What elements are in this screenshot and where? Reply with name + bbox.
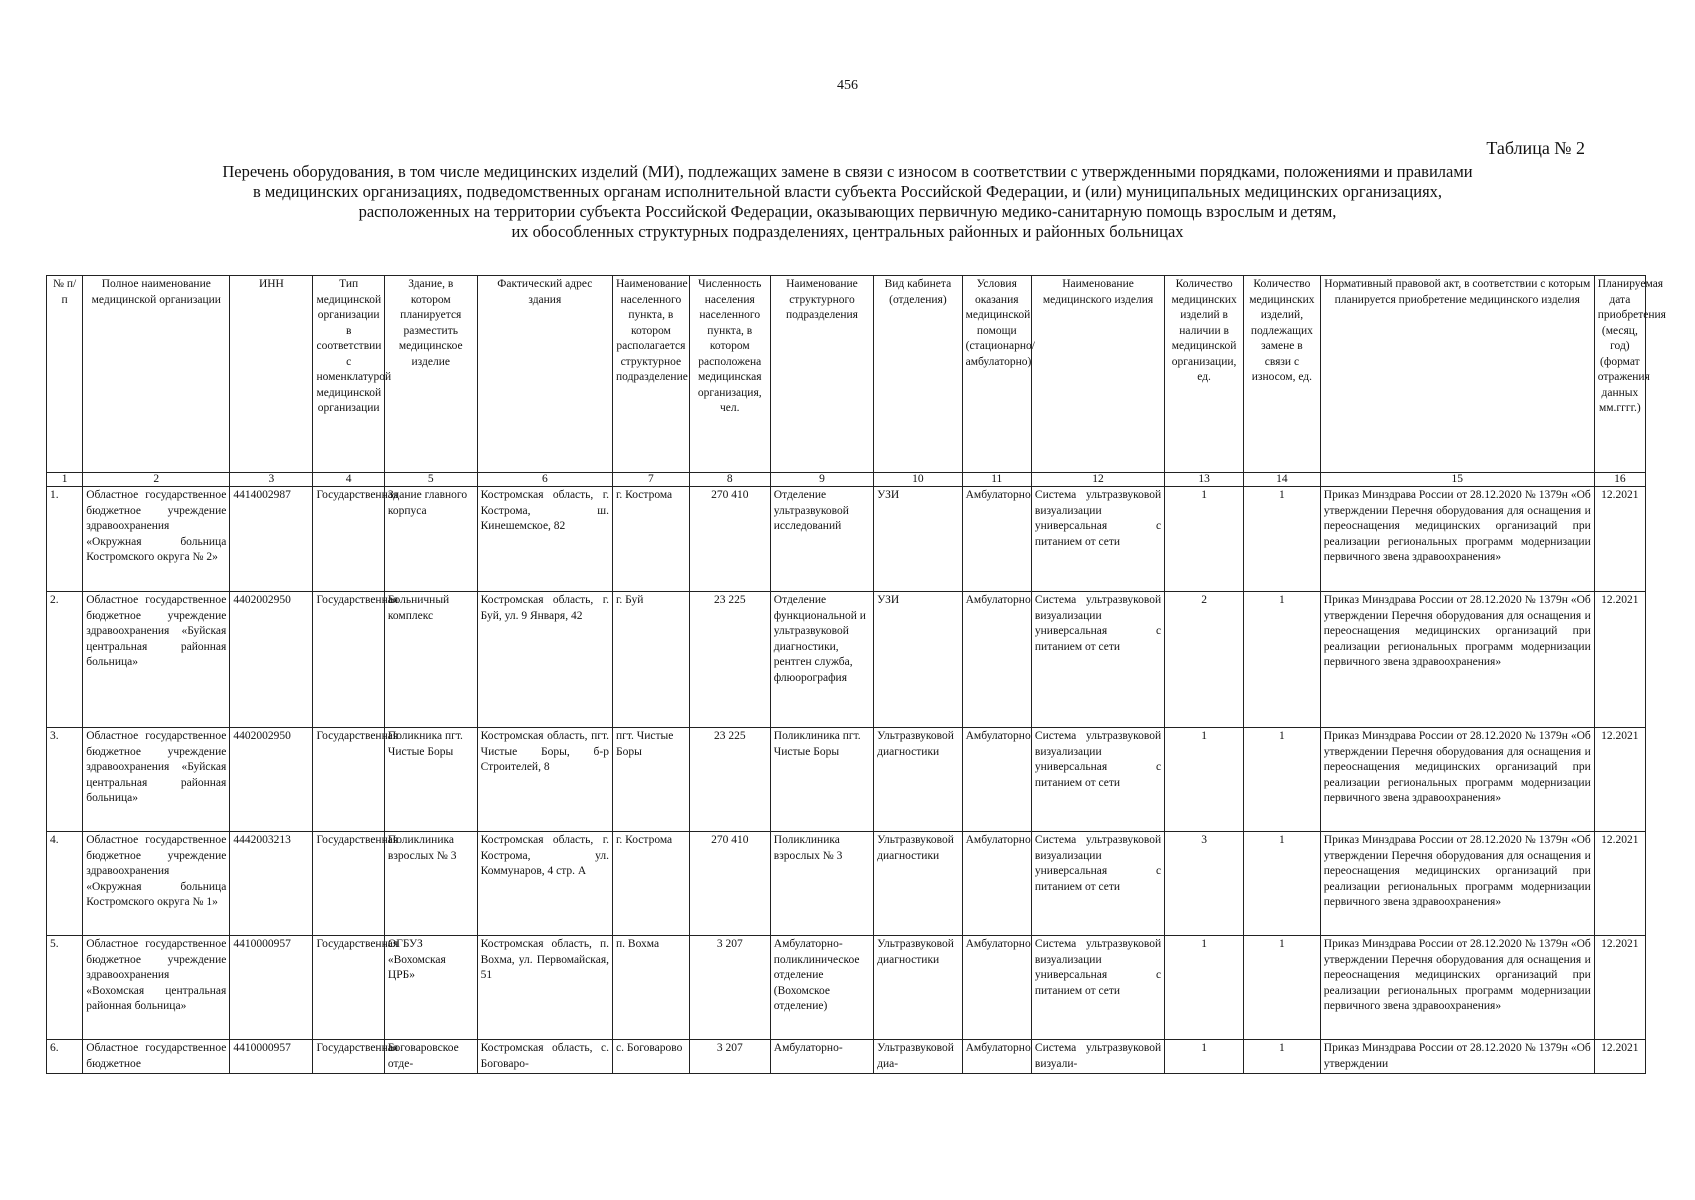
column-number: 9	[770, 473, 873, 487]
unit-name: Амбулаторно-поликлиническое отделение (Вохомское отделение)	[770, 936, 873, 1040]
org-name: Областное государственное бюджетное учреждение здравоохранения «Буйская центральная районная больница»	[83, 592, 230, 728]
row-number: 4.	[47, 832, 83, 936]
care-conditions: Амбулаторно	[962, 936, 1031, 1040]
legal-act: Приказ Минздрава России от 28.12.2020 № 1379н «Об утверждении Перечня оборудования для оснащения и переоснащения медицинских организаций при реализации региональных программ модернизации первичного звена здравоохранения»	[1320, 936, 1594, 1040]
column-number: 8	[689, 473, 770, 487]
row-number: 6.	[47, 1040, 83, 1074]
row-number: 5.	[47, 936, 83, 1040]
inn: 4410000957	[230, 936, 313, 1040]
org-name: Областное государственное бюджетное учреждение здравоохранения «Вохомская центральная районная больница»	[83, 936, 230, 1040]
address: Костромская область, с. Боговаро-	[477, 1040, 612, 1074]
org-type: Государственная	[313, 936, 384, 1040]
column-header: Здание, в котором планируется разместить медицинское изделие	[384, 276, 477, 473]
population: 3 207	[689, 936, 770, 1040]
inn: 4414002987	[230, 487, 313, 592]
row-number: 1.	[47, 487, 83, 592]
building: Поликника пгт. Чистые Боры	[384, 728, 477, 832]
column-number-row	[47, 473, 1646, 487]
qty-available: 3	[1165, 832, 1244, 936]
page-number: 456	[837, 78, 858, 93]
org-type: Государственная	[313, 728, 384, 832]
care-conditions: Амбулаторно	[962, 728, 1031, 832]
org-name: Областное государственное бюджетное учреждение здравоохранения «Окружная больница Костромского округа № 2»	[83, 487, 230, 592]
column-number: 4	[313, 473, 384, 487]
title-line: расположенных на территории субъекта Российской Федерации, оказывающих первичную медико-санитарную помощь взрослым и детям,	[358, 202, 1337, 221]
column-header: Численность населения населенного пункта, в котором расположена медицинская организация, чел.	[689, 276, 770, 473]
qty-to-replace: 1	[1244, 487, 1321, 592]
unit-name: Отделение ультразвуковой исследований	[770, 487, 873, 592]
column-number: 3	[230, 473, 313, 487]
locality: п. Вохма	[613, 936, 690, 1040]
building: ОГБУЗ «Вохомская ЦРБ»	[384, 936, 477, 1040]
unit-name: Отделение функциональной и ультразвуковой диагностики, рентген служба, флюорография	[770, 592, 873, 728]
legal-act: Приказ Минздрава России от 28.12.2020 № 1379н «Об утверждении Перечня оборудования для оснащения и переоснащения медицинских организаций при реализации региональных программ модернизации первичного звена здравоохранения»	[1320, 592, 1594, 728]
table-row	[47, 487, 1646, 592]
qty-available: 1	[1165, 728, 1244, 832]
column-header: Наименование структурного подразделения	[770, 276, 873, 473]
qty-to-replace: 1	[1244, 1040, 1321, 1074]
column-header: Фактический адрес здания	[477, 276, 612, 473]
column-header: Планируемая дата приобретения (месяц, год) (формат отражения данных мм.гггг.)	[1594, 276, 1645, 473]
column-header: Условия оказания медицинской помощи (стационарно/ амбулаторно)	[962, 276, 1031, 473]
cabinet-type: Ультразвуковой диагностики	[874, 936, 962, 1040]
planned-date: 12.2021	[1594, 487, 1645, 592]
column-number: 16	[1594, 473, 1645, 487]
org-type: Государственная	[313, 592, 384, 728]
device-name: Система ультразвуковой визуализации универсальная с питанием от сети	[1031, 936, 1164, 1040]
column-header: Тип медицинской организации в соответствии с номенклатурой медицинской организации	[313, 276, 384, 473]
device-name: Система ультразвуковой визуализации универсальная с питанием от сети	[1031, 832, 1164, 936]
planned-date: 12.2021	[1594, 1040, 1645, 1074]
population: 23 225	[689, 728, 770, 832]
column-number: 7	[613, 473, 690, 487]
qty-to-replace: 1	[1244, 936, 1321, 1040]
table-row	[47, 936, 1646, 1040]
locality: г. Кострома	[613, 487, 690, 592]
address: Костромская область, пгт. Чистые Боры, б-р Строителей, 8	[477, 728, 612, 832]
column-number: 14	[1244, 473, 1321, 487]
org-name: Областное государственное бюджетное	[83, 1040, 230, 1074]
locality: пгт. Чистые Боры	[613, 728, 690, 832]
inn: 4402002950	[230, 728, 313, 832]
table-label: Таблица № 2	[1486, 138, 1585, 158]
org-name: Областное государственное бюджетное учреждение здравоохранения «Окружная больница Костромского округа № 1»	[83, 832, 230, 936]
unit-name: Поликлиника пгт. Чистые Боры	[770, 728, 873, 832]
equipment-table	[46, 275, 1666, 1074]
address: Костромская область, г. Буй, ул. 9 Января, 42	[477, 592, 612, 728]
legal-act: Приказ Минздрава России от 28.12.2020 № 1379н «Об утверждении Перечня оборудования для оснащения и переоснащения медицинских организаций при реализации региональных программ модернизации первичного звена здравоохранения»	[1320, 487, 1594, 592]
org-type: Государственная	[313, 487, 384, 592]
planned-date: 12.2021	[1594, 592, 1645, 728]
title-line: в медицинских организациях, подведомственных органам исполнительной власти субъекта Российской Федерации, и (или) муниципальных медицинских организациях,	[252, 182, 1443, 201]
column-number: 11	[962, 473, 1031, 487]
column-header: Вид кабинета (отделения)	[874, 276, 962, 473]
column-header: ИНН	[230, 276, 313, 473]
column-number: 5	[384, 473, 477, 487]
column-header: № п/п	[47, 276, 83, 473]
table-header-row	[47, 276, 1646, 473]
planned-date: 12.2021	[1594, 936, 1645, 1040]
planned-date: 12.2021	[1594, 832, 1645, 936]
unit-name: Поликлиника взрослых № 3	[770, 832, 873, 936]
inn: 4442003213	[230, 832, 313, 936]
qty-to-replace: 1	[1244, 592, 1321, 728]
org-type: Государственная	[313, 1040, 384, 1074]
column-number: 13	[1165, 473, 1244, 487]
address: Костромская область, п. Вохма, ул. Первомайская, 51	[477, 936, 612, 1040]
table-row	[47, 592, 1646, 728]
cabinet-type: Ультразвуковой диагностики	[874, 728, 962, 832]
cabinet-type: Ультразвуковой диа-	[874, 1040, 962, 1074]
qty-available: 1	[1165, 936, 1244, 1040]
device-name: Система ультразвуковой визуализации универсальная с питанием от сети	[1031, 592, 1164, 728]
legal-act: Приказ Минздрава России от 28.12.2020 № 1379н «Об утверждении	[1320, 1040, 1594, 1074]
inn: 4402002950	[230, 592, 313, 728]
title-line: Перечень оборудования, в том числе медицинских изделий (МИ), подлежащих замене в связи с износом в соответствии с утвержденными порядками, положениями и правилами	[222, 162, 1473, 181]
address: Костромская область, г. Кострома, ш. Кинешемское, 82	[477, 487, 612, 592]
qty-to-replace: 1	[1244, 728, 1321, 832]
planned-date: 12.2021	[1594, 728, 1645, 832]
column-number: 1	[47, 473, 83, 487]
care-conditions: Амбулаторно	[962, 487, 1031, 592]
org-type: Государственная	[313, 832, 384, 936]
legal-act: Приказ Минздрава России от 28.12.2020 № 1379н «Об утверждении Перечня оборудования для оснащения и переоснащения медицинских организаций при реализации региональных программ модернизации первичного звена здравоохранения»	[1320, 832, 1594, 936]
device-name: Система ультразвуковой визуализации универсальная с питанием от сети	[1031, 728, 1164, 832]
title-line: их обособленных структурных подразделениях, центральных районных и районных больницах	[511, 222, 1184, 241]
column-header: Нормативный правовой акт, в соответствии с которым планируется приобретение медицинского изделия	[1320, 276, 1594, 473]
org-name: Областное государственное бюджетное учреждение здравоохранения «Буйская центральная районная больница»	[83, 728, 230, 832]
column-number: 15	[1320, 473, 1594, 487]
inn: 4410000957	[230, 1040, 313, 1074]
table-row	[47, 728, 1646, 832]
building: Больничный комплекс	[384, 592, 477, 728]
column-header: Наименование населенного пункта, в котором располагается структурное подразделение	[613, 276, 690, 473]
device-name: Система ультразвуковой визуализации универсальная с питанием от сети	[1031, 487, 1164, 592]
column-number: 2	[83, 473, 230, 487]
care-conditions: Амбулаторно	[962, 832, 1031, 936]
row-number: 2.	[47, 592, 83, 728]
column-header: Наименование медицинского изделия	[1031, 276, 1164, 473]
table-row	[47, 1040, 1646, 1074]
column-header: Количество медицинских изделий, подлежащих замене в связи с износом, ед.	[1244, 276, 1321, 473]
cabinet-type: УЗИ	[874, 592, 962, 728]
column-number: 10	[874, 473, 962, 487]
building: Здание главного корпуса	[384, 487, 477, 592]
table-row	[47, 832, 1646, 936]
locality: с. Боговарово	[613, 1040, 690, 1074]
column-header: Количество медицинских изделий в наличии в медицинской организации, ед.	[1165, 276, 1244, 473]
row-number: 3.	[47, 728, 83, 832]
building: Боговаровское отде-	[384, 1040, 477, 1074]
care-conditions: Амбулаторно	[962, 1040, 1031, 1074]
column-number: 12	[1031, 473, 1164, 487]
qty-available: 1	[1165, 1040, 1244, 1074]
document-title	[80, 162, 1615, 242]
population: 3 207	[689, 1040, 770, 1074]
address: Костромская область, г. Кострома, ул. Коммунаров, 4 стр. А	[477, 832, 612, 936]
qty-available: 2	[1165, 592, 1244, 728]
population: 270 410	[689, 487, 770, 592]
cabinet-type: УЗИ	[874, 487, 962, 592]
qty-to-replace: 1	[1244, 832, 1321, 936]
legal-act: Приказ Минздрава России от 28.12.2020 № 1379н «Об утверждении Перечня оборудования для оснащения и переоснащения медицинских организаций при реализации региональных программ модернизации первичного звена здравоохранения»	[1320, 728, 1594, 832]
device-name: Система ультразвуковой визуали-	[1031, 1040, 1164, 1074]
locality: г. Кострома	[613, 832, 690, 936]
care-conditions: Амбулаторно	[962, 592, 1031, 728]
unit-name: Амбулаторно-	[770, 1040, 873, 1074]
qty-available: 1	[1165, 487, 1244, 592]
column-header: Полное наименование медицинской организации	[83, 276, 230, 473]
cabinet-type: Ультразвуковой диагностики	[874, 832, 962, 936]
population: 23 225	[689, 592, 770, 728]
column-number: 6	[477, 473, 612, 487]
population: 270 410	[689, 832, 770, 936]
locality: г. Буй	[613, 592, 690, 728]
building: Поликлиника взрослых № 3	[384, 832, 477, 936]
